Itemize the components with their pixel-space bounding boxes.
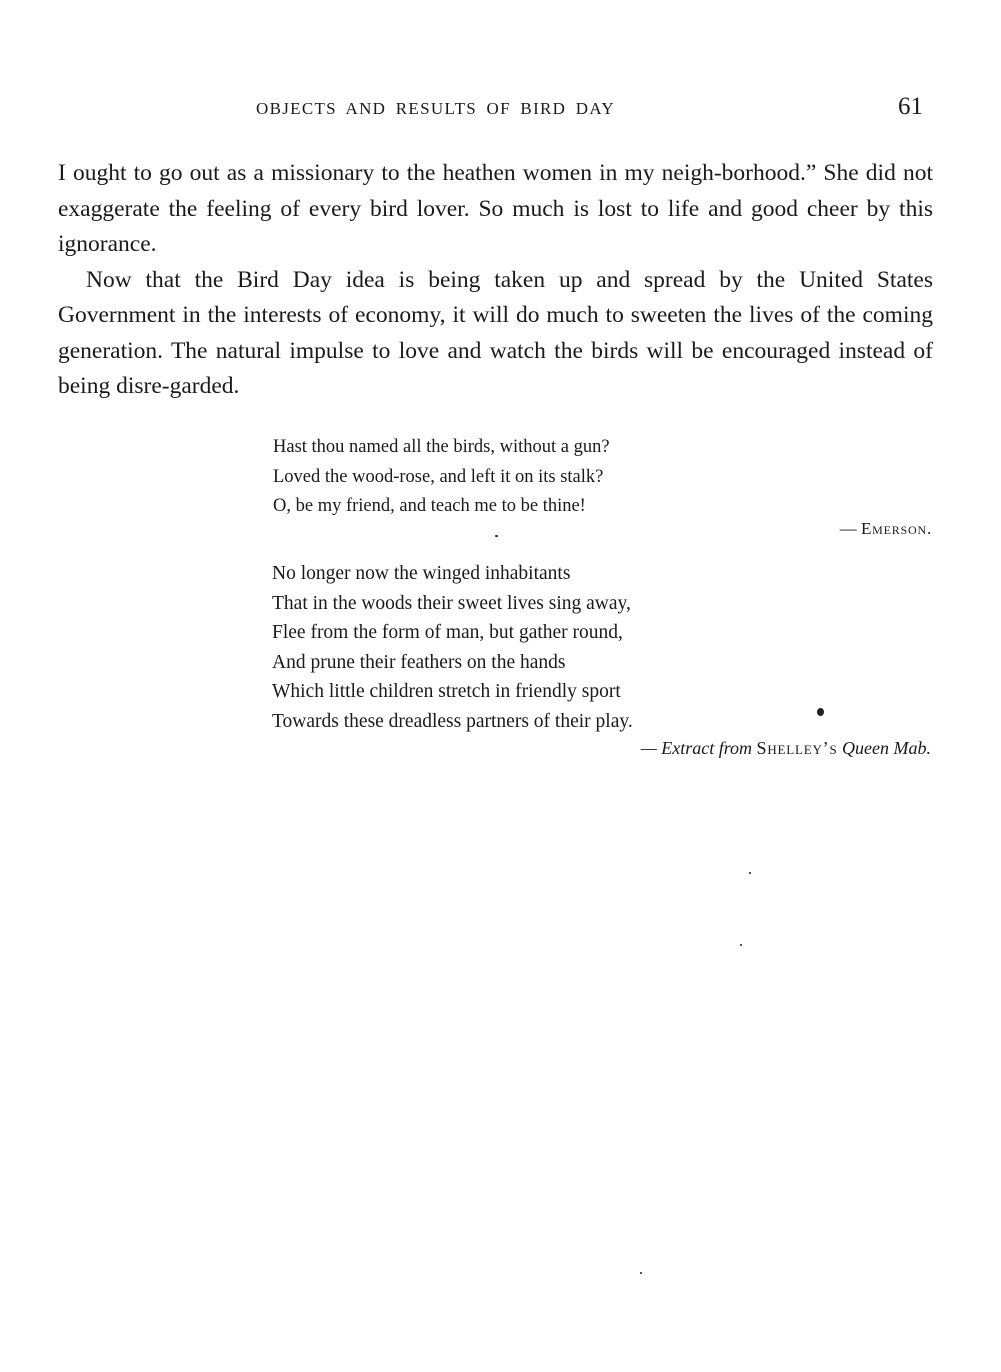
ink-speck bbox=[740, 944, 742, 946]
verse-line: O, be my friend, and teach me to be thine! bbox=[273, 496, 586, 516]
attribution-author: Emerson. bbox=[860, 519, 932, 538]
page-number: 61 bbox=[898, 93, 923, 120]
shelley-verse bbox=[272, 559, 633, 736]
ink-blot bbox=[817, 708, 824, 716]
verse-line: Hast thou named all the birds, without a gun? bbox=[273, 437, 610, 457]
paragraph-2: Now that the Bird Day idea is being taken up and spread by the United States Government in the interests of economy, it will do much to sweeten the lives of the coming generation. The natural impulse to love and watch the birds will be encouraged instead of being disre-garded. bbox=[58, 266, 933, 399]
verse-line: Loved the wood-rose, and left it on its stalk? bbox=[273, 466, 604, 487]
verse-line: No longer now the winged inhabitants bbox=[272, 563, 571, 584]
body-text bbox=[58, 156, 933, 405]
ink-speck bbox=[495, 535, 498, 537]
paragraph-1: I ought to go out as a missionary to the heathen women in my neigh-borhood.” She did not exaggerate the feeling of every bird lover. So much is lost to life and good cheer by this ignorance. bbox=[58, 160, 933, 257]
attribution-author: Shelley’s bbox=[756, 738, 838, 758]
verse-line: Towards these dreadless partners of their play. bbox=[272, 710, 633, 732]
ink-speck bbox=[640, 1272, 642, 1274]
verse-line: Flee from the form of man, but gather round, bbox=[272, 622, 623, 643]
attribution-work: Queen Mab. bbox=[842, 738, 931, 758]
shelley-attribution bbox=[641, 738, 931, 759]
running-title: OBJECTS AND RESULTS OF BIRD DAY bbox=[256, 99, 615, 118]
verse-line: And prune their feathers on the hands bbox=[272, 651, 566, 673]
emerson-attribution bbox=[840, 519, 932, 539]
running-head bbox=[0, 93, 1001, 125]
verse-line: That in the woods their sweet lives sing away, bbox=[272, 592, 631, 614]
attribution-dash: — bbox=[839, 519, 861, 538]
verse-line: Which little children stretch in friendly sport bbox=[272, 681, 621, 702]
ink-speck bbox=[749, 872, 751, 874]
attribution-prefix: — Extract from bbox=[640, 738, 753, 758]
emerson-verse bbox=[273, 433, 610, 522]
